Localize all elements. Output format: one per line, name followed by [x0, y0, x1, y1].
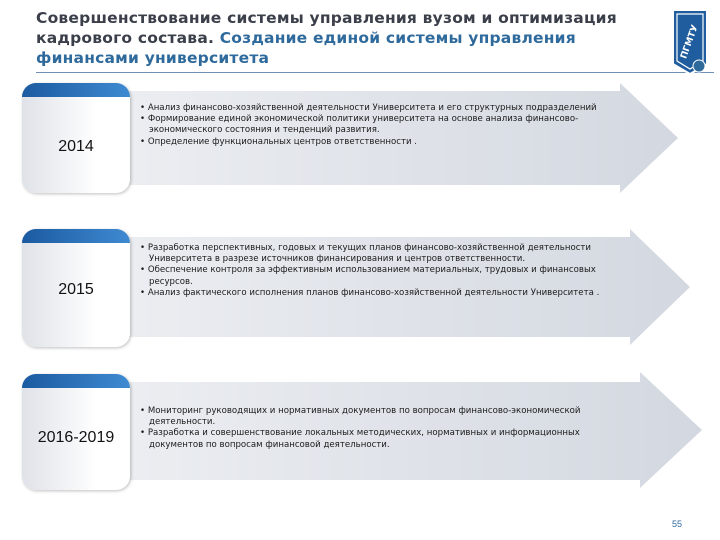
page-number: 55 [672, 519, 683, 529]
university-logo-icon [665, 6, 715, 78]
list-item: • Разработка и совершенствование локальных методических, нормативных и информационных документов по вопросам финансовой деятельности. [140, 428, 580, 450]
year-box [22, 83, 130, 193]
list-item: • Разработка перспективных, годовых и текущих планов финансово-хозяйственной деятельности Университета в разрезе источников финансирования и центров ответственности. [140, 243, 592, 265]
list-item: • Формирование единой экономической политики университета на основе анализа финансово-экономического состояния и тенденций развития. [140, 114, 579, 136]
year-box [22, 374, 130, 490]
stage-text [140, 103, 600, 148]
list-item: • Обеспечение контроля за эффективным использованием материальных, трудовых и финансовых ресурсов. [140, 265, 596, 287]
year-label: 2014 [58, 138, 94, 155]
stage-text [140, 406, 600, 451]
list-item: • Анализ финансово-хозяйственной деятельности Университета и его структурных подразделений [140, 103, 597, 113]
title-highlight: Создание единой системы управления финансами университета [36, 29, 576, 67]
year-box [22, 229, 130, 347]
year-box-cap [22, 229, 130, 243]
stage-row [0, 83, 720, 195]
list-item: • Определение функциональных центров ответственности . [140, 136, 418, 147]
stage-row [0, 229, 720, 347]
year-label: 2016-2019 [37, 429, 115, 446]
list-item: • Мониторинг руководящих и нормативных документов по вопросам финансово-экономической деятельности. [140, 406, 581, 428]
title-divider [36, 72, 714, 73]
slide-title [36, 8, 646, 68]
stage-text [140, 243, 600, 299]
title-main: Совершенствование системы управления вузом и оптимизация кадрового состава. [36, 9, 617, 47]
year-box-cap [22, 374, 130, 388]
stage-row [0, 372, 720, 490]
logo-text: ПГМТУ [679, 23, 701, 61]
year-box-cap [22, 83, 130, 97]
list-item: • Анализ фактического исполнения планов финансово-хозяйственной деятельности Университета . [140, 287, 600, 298]
year-label: 2015 [58, 281, 94, 298]
